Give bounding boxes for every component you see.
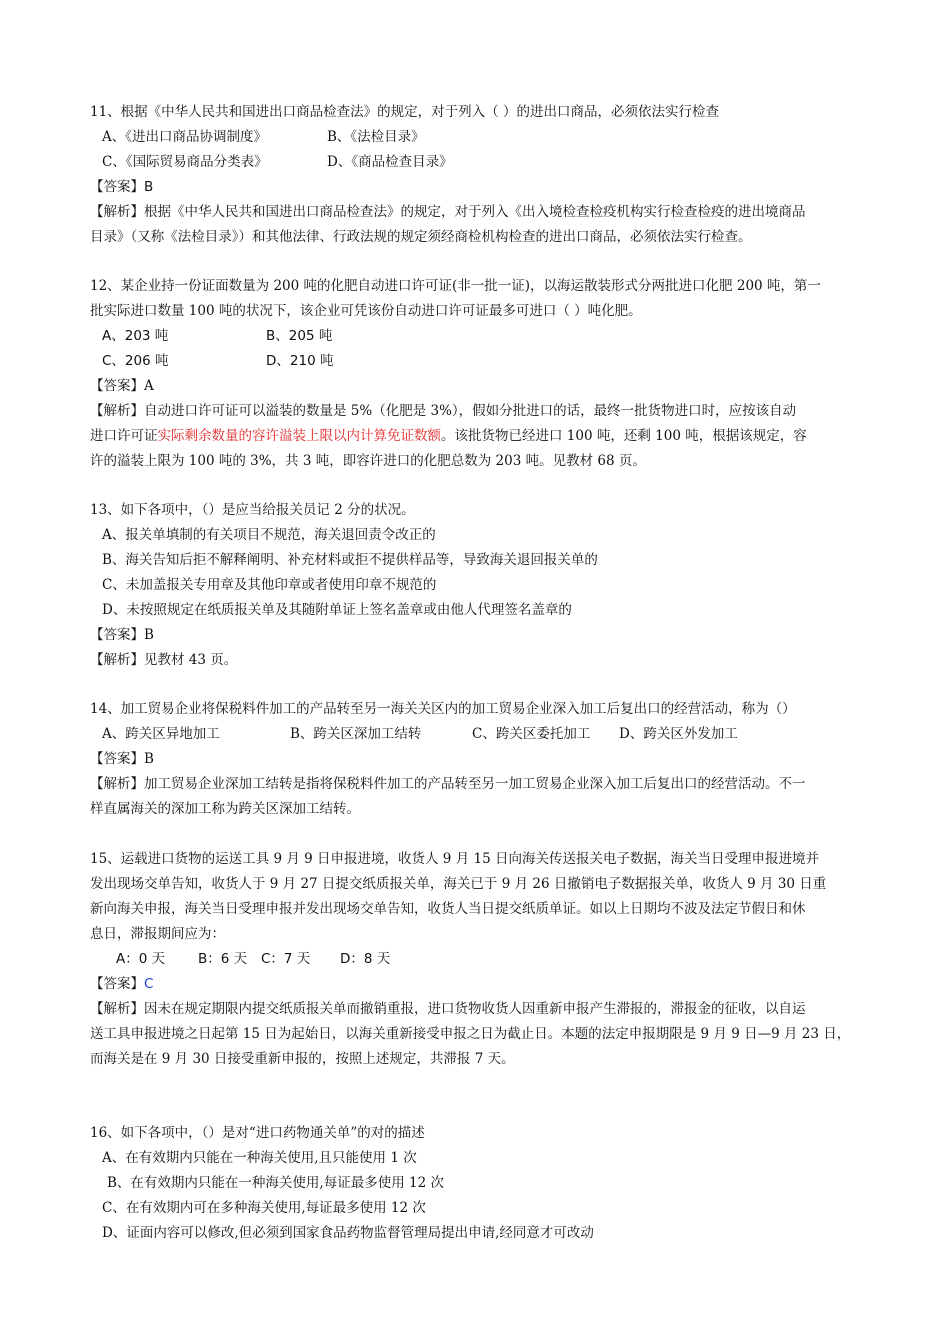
answer-line <box>90 625 154 645</box>
analysis-line-3: 许的溢装上限为 100 吨的 3%，共 3 吨，即容许进口的化肥总数为 203 吨。见教材 68 页。 <box>90 453 646 469</box>
question-15-stem-line-1: 15、运载进口货物的运送工具 9 月 9 日申报进境，收货人 9 月 15 日向海关传送报关电子数据，海关当日受理申报进境并 <box>90 851 819 867</box>
analysis-line-2 <box>90 426 807 446</box>
option-b: B、跨关区深加工结转 <box>290 726 422 742</box>
question-12-stem-line-2: 批实际进口数量 100 吨的状况下，该企业可凭该份自动进口许可证最多可进口（ ）吨化肥。 <box>90 303 642 319</box>
question-16-stem: 16、如下各项中，（）是对“进口药物通关单”的对的描述 <box>90 1125 425 1141</box>
answer-value: B <box>144 627 154 643</box>
option-b: B、《法检目录》 <box>327 129 425 145</box>
answer-line <box>90 974 153 994</box>
option-c: C、跨关区委托加工 <box>472 726 591 742</box>
option-c: C、在有效期内可在多种海关使用,每证最多使用 12 次 <box>102 1200 426 1216</box>
option-a: A、203 吨 <box>102 328 169 344</box>
analysis-text: 根据《中华人民共和国进出口商品检查法》的规定，对于列入《出入境检查检疫机构实行检查检疫的进出境商品 <box>144 204 806 220</box>
answer-line <box>90 376 154 396</box>
option-a: A、跨关区异地加工 <box>102 726 220 742</box>
answer-line <box>90 749 154 769</box>
question-12-stem-line-1: 12、某企业持一份证面数量为 200 吨的化肥自动进口许可证(非一批一证)，以海运散装形式分两批进口化肥 200 吨，第一 <box>90 278 821 294</box>
question-14-stem: 14、加工贸易企业将保税料件加工的产品转至另一海关关区内的加工贸易企业深入加工后复出口的经营活动，称为（） <box>90 701 796 717</box>
question-15-stem-line-3: 新向海关申报，海关当日受理申报并发出现场交单告知，收货人当日提交纸质单证。如以上日期均不波及法定节假日和休 <box>90 901 806 917</box>
analysis-label: 【解析】 <box>90 652 144 668</box>
option-b: B：6 天 <box>198 951 248 967</box>
analysis-highlight: 实际剩余数量的容许溢装上限以内计算免证数额 <box>157 428 441 444</box>
question-15-stem-line-2: 发出现场交单告知，收货人于 9 月 27 日提交纸质报关单，海关已于 9 月 26 日撤销电子数据报关单，收货人 9 月 30 日重 <box>90 876 827 892</box>
analysis-line-3: 而海关是在 9 月 30 日接受重新申报的，按照上述规定，共滞报 7 天。 <box>90 1051 515 1067</box>
answer-label: 【答案】 <box>90 627 144 643</box>
analysis-label: 【解析】 <box>90 776 144 792</box>
option-a: A、《进出口商品协调制度》 <box>102 129 267 145</box>
question-15-stem-line-4: 息日，滞报期间应为： <box>90 926 225 942</box>
analysis-line-2: 目录》（又称《法检目录》）和其他法律、行政法规的规定须经商检机构检查的进出口商品，必须依法实行检查。 <box>90 229 752 245</box>
analysis-label: 【解析】 <box>90 1001 144 1017</box>
analysis-line-1 <box>90 774 806 794</box>
analysis-line-1 <box>90 999 806 1019</box>
analysis-line-1 <box>90 401 796 421</box>
answer-label: 【答案】 <box>90 751 144 767</box>
analysis-text: 因未在规定期限内提交纸质报关单而撤销重报，进口货物收货人因重新申报产生滞报的，滞报金的征收，以自运 <box>144 1001 806 1017</box>
answer-label: 【答案】 <box>90 976 144 992</box>
analysis-label: 【解析】 <box>90 403 144 419</box>
option-c: C：7 天 <box>261 951 311 967</box>
option-d: D、210 吨 <box>266 353 334 369</box>
answer-value: B <box>144 751 154 767</box>
analysis-line-1 <box>90 202 806 222</box>
option-c: C、206 吨 <box>102 353 169 369</box>
question-11-stem: 11、根据《中华人民共和国进出口商品检查法》的规定，对于列入（ ）的进出口商品，必须依法实行检查 <box>90 104 719 120</box>
option-c: C、未加盖报关专用章及其他印章或者使用印章不规范的 <box>102 577 437 593</box>
option-a: A、在有效期内只能在一种海关使用,且只能使用 1 次 <box>102 1150 417 1166</box>
option-d: D、跨关区外发加工 <box>619 726 738 742</box>
analysis-text-post: 。该批货物已经进口 100 吨，还剩 100 吨，根据该规定，容 <box>441 428 807 444</box>
analysis-text: 加工贸易企业深加工结转是指将保税料件加工的产品转至另一加工贸易企业深入加工后复出口的经营活动。不一 <box>144 776 806 792</box>
question-13-stem: 13、如下各项中，（）是应当给报关员记 2 分的状况。 <box>90 502 415 518</box>
analysis-text: 见教材 43 页。 <box>144 652 238 668</box>
answer-label: 【答案】 <box>90 378 144 394</box>
option-a: A、报关单填制的有关项目不规范，海关退回责令改正的 <box>102 527 436 543</box>
analysis-text-pre: 进口许可证 <box>90 428 158 444</box>
analysis-line-1 <box>90 650 237 670</box>
option-d: D：8 天 <box>340 951 391 967</box>
answer-value: A <box>144 378 154 394</box>
answer-value: B <box>144 179 154 195</box>
answer-line <box>90 177 153 197</box>
option-a: A：0 天 <box>116 951 166 967</box>
option-c: C、《国际贸易商品分类表》 <box>102 154 268 170</box>
analysis-label: 【解析】 <box>90 204 144 220</box>
answer-value: C <box>144 976 154 992</box>
option-b: B、海关告知后拒不解释阐明、补充材料或拒不提供样品等，导致海关退回报关单的 <box>102 552 598 568</box>
analysis-line-2: 样直属海关的深加工称为跨关区深加工结转。 <box>90 801 360 817</box>
option-d: D、《商品检查目录》 <box>327 154 453 170</box>
analysis-line-2: 送工具申报进境之日起第 15 日为起始日，以海关重新接受申报之日为截止日。本题的法定申报期限是 9 月 9 日—9 月 23 日， <box>90 1026 851 1042</box>
answer-label: 【答案】 <box>90 179 144 195</box>
option-d: D、证面内容可以修改,但必须到国家食品药物监督管理局提出申请,经同意才可改动 <box>102 1225 594 1241</box>
option-b: B、205 吨 <box>266 328 333 344</box>
option-d: D、未按照规定在纸质报关单及其随附单证上签名盖章或由他人代理签名盖章的 <box>102 602 572 618</box>
option-b: B、在有效期内只能在一种海关使用,每证最多使用 12 次 <box>107 1175 444 1191</box>
analysis-text: 自动进口许可证可以溢装的数量是 5%（化肥是 3%），假如分批进口的话，最终一批货物进口时，应按该自动 <box>144 403 797 419</box>
